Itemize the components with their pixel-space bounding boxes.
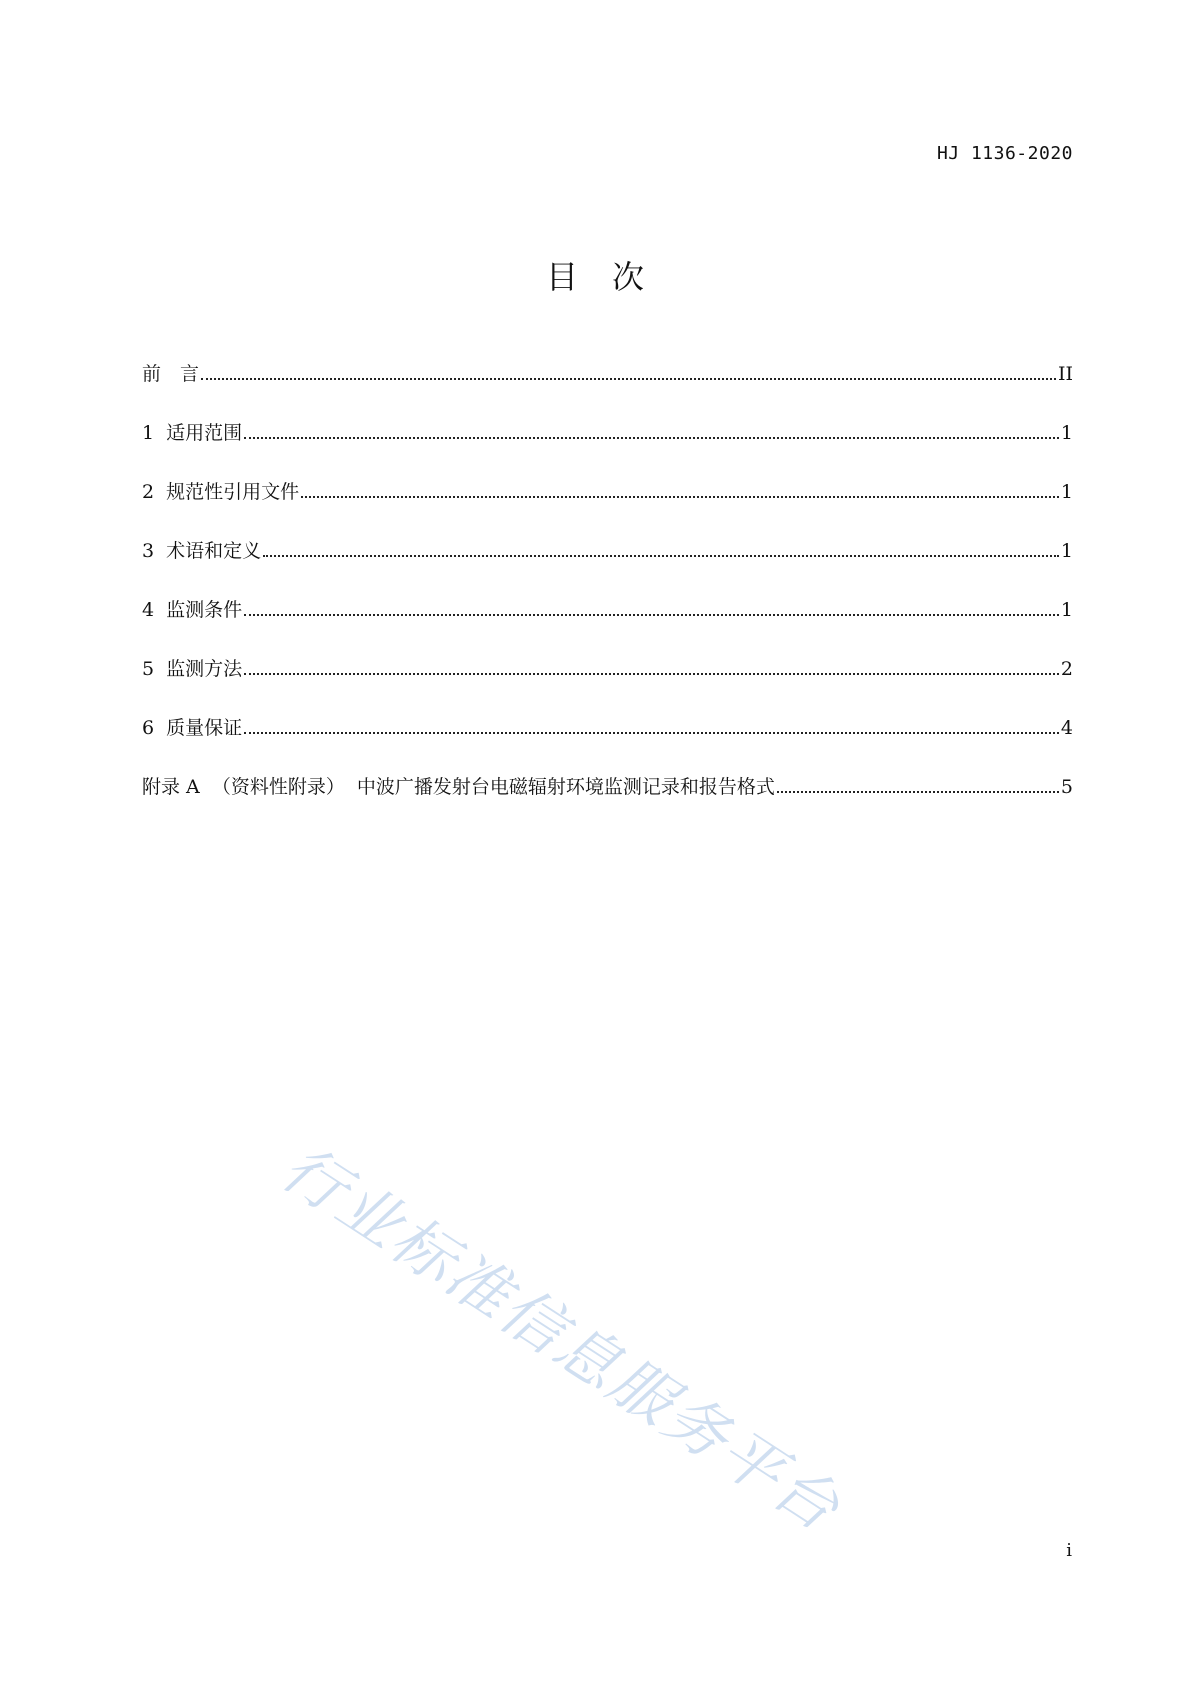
toc-entry-label: 附录 A （资料性附录） 中波广播发射台电磁辐射环境监测记录和报告格式 bbox=[142, 776, 775, 798]
toc-entry-page: 1 bbox=[1060, 422, 1073, 444]
toc-entry-appendix-a[interactable] bbox=[142, 775, 1073, 834]
toc-entry-label: 6 质量保证 bbox=[142, 717, 243, 739]
page-number: i bbox=[1066, 1540, 1072, 1561]
toc-entry-page: 1 bbox=[1060, 540, 1073, 562]
toc-entry-monitoring-methods[interactable] bbox=[142, 657, 1073, 716]
toc-entry-page: 1 bbox=[1060, 599, 1073, 621]
toc-dot-leader bbox=[201, 378, 1056, 380]
toc-entry-monitoring-conditions[interactable] bbox=[142, 598, 1073, 657]
toc-dot-leader bbox=[263, 555, 1059, 557]
document-number: HJ 1136-2020 bbox=[936, 143, 1073, 164]
toc-entry-label: 前 言 bbox=[142, 363, 200, 385]
toc-entry-label: 2 规范性引用文件 bbox=[142, 481, 300, 503]
toc-entry-page: 2 bbox=[1060, 658, 1073, 680]
toc-entry-page: 5 bbox=[1060, 776, 1073, 798]
toc-entry-preface[interactable] bbox=[142, 362, 1073, 421]
table-of-contents bbox=[142, 362, 1073, 834]
toc-entry-quality-assurance[interactable] bbox=[142, 716, 1073, 775]
toc-entry-label: 4 监测条件 bbox=[142, 599, 243, 621]
toc-dot-leader bbox=[244, 732, 1059, 734]
toc-entry-page: II bbox=[1057, 363, 1073, 385]
toc-entry-label: 5 监测方法 bbox=[142, 658, 243, 680]
toc-entry-scope[interactable] bbox=[142, 421, 1073, 480]
toc-dot-leader bbox=[777, 791, 1059, 793]
toc-entry-page: 1 bbox=[1060, 481, 1073, 503]
toc-entry-label: 1 适用范围 bbox=[142, 422, 243, 444]
toc-dot-leader bbox=[301, 496, 1059, 498]
toc-entry-label: 3 术语和定义 bbox=[142, 540, 262, 562]
toc-entry-terms-definitions[interactable] bbox=[142, 539, 1073, 598]
watermark: 行业标准信息服务平台 bbox=[269, 1130, 855, 1547]
toc-dot-leader bbox=[244, 614, 1059, 616]
toc-entry-page: 4 bbox=[1060, 717, 1073, 739]
toc-entry-normative-references[interactable] bbox=[142, 480, 1073, 539]
toc-title: 目次 bbox=[545, 258, 678, 296]
toc-dot-leader bbox=[244, 673, 1059, 675]
toc-dot-leader bbox=[244, 437, 1059, 439]
